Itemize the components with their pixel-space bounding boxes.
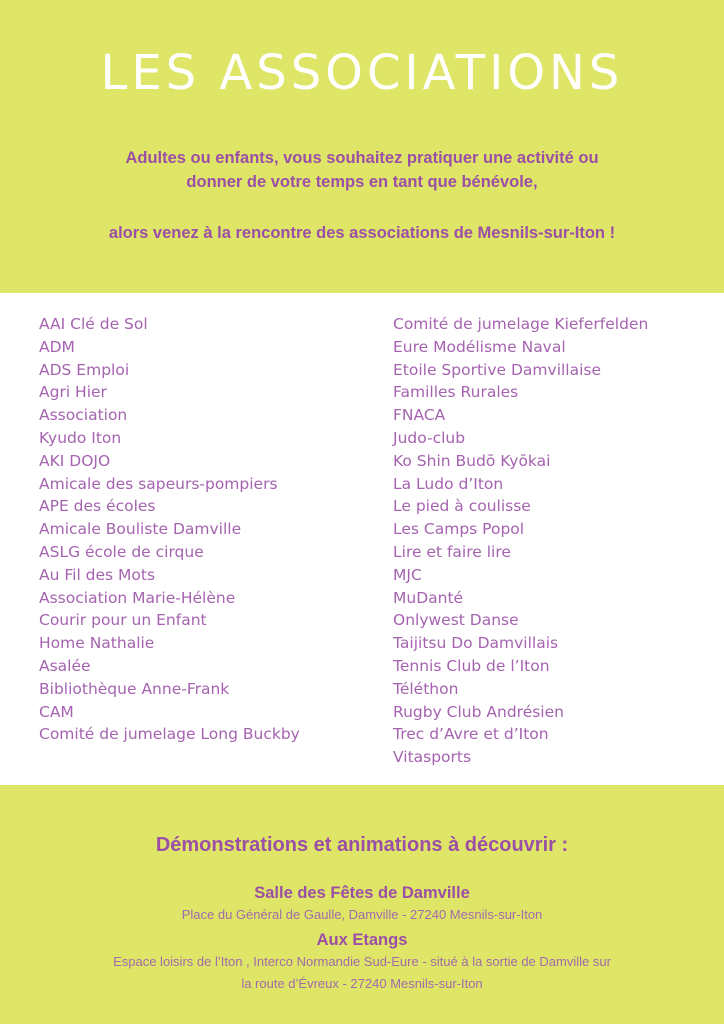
venue-address-line: la route d’Évreux - 27240 Mesnils-sur-Iton bbox=[241, 976, 483, 991]
association-item: Agri Hier bbox=[39, 383, 107, 402]
association-item: Lire et faire lire bbox=[393, 542, 511, 561]
association-item: ADS Emploi bbox=[39, 360, 130, 379]
association-item: ASLG école de cirque bbox=[39, 542, 204, 561]
events-heading: Démonstrations et animations à découvrir : bbox=[155, 834, 569, 856]
association-item: Kyudo Iton bbox=[39, 428, 122, 447]
association-item: Home Nathalie bbox=[39, 634, 155, 653]
venue-address-line: Espace loisirs de l’Iton , Interco Normandie Sud-Eure - situé à la sortie de Damville sur bbox=[113, 954, 611, 969]
association-item: Onlywest Danse bbox=[393, 611, 519, 630]
venue-address bbox=[60, 951, 664, 995]
venue-name: Aux Etangs bbox=[316, 931, 408, 949]
association-item: Trec d’Avre et d’Iton bbox=[393, 725, 549, 744]
events-section bbox=[0, 785, 724, 1024]
venue-name: Salle des Fêtes de Damville bbox=[254, 884, 470, 902]
association-item: MJC bbox=[393, 565, 422, 584]
association-item: Comité de jumelage Long Buckby bbox=[39, 725, 300, 744]
association-item: APE des écoles bbox=[39, 497, 156, 516]
association-item: AKI DOJO bbox=[39, 451, 111, 470]
associations-section bbox=[0, 293, 724, 785]
intro-line: donner de votre temps en tant que bénévole, bbox=[186, 173, 538, 191]
association-item: Taijitsu Do Damvillais bbox=[393, 634, 559, 653]
associations-list-right bbox=[393, 313, 648, 769]
association-item: CAM bbox=[39, 702, 74, 721]
association-item: Judo-club bbox=[393, 428, 466, 447]
association-item: FNACA bbox=[393, 406, 446, 425]
association-item: MuDanté bbox=[393, 588, 464, 607]
association-item: Les Camps Popol bbox=[393, 520, 525, 539]
association-item: Comité de jumelage Kieferfelden bbox=[393, 315, 649, 333]
association-item: Vitasports bbox=[393, 748, 472, 767]
venue-address: Place du Général de Gaulle, Damville - 27240 Mesnils-sur-Iton bbox=[181, 907, 543, 922]
association-item: Au Fil des Mots bbox=[39, 565, 156, 584]
association-item: Amicale des sapeurs-pompiers bbox=[39, 474, 278, 493]
header-section bbox=[0, 0, 724, 293]
intro-text bbox=[0, 146, 724, 194]
association-item: Le pied à coulisse bbox=[393, 497, 531, 516]
association-item: Eure Modélisme Naval bbox=[393, 337, 566, 356]
association-item: La Ludo d’Iton bbox=[393, 474, 504, 493]
association-item: AAI Clé de Sol bbox=[39, 315, 148, 333]
association-item: Tennis Club de l’Iton bbox=[393, 656, 550, 675]
association-item: Familles Rurales bbox=[393, 383, 519, 402]
intro-line: Adultes ou enfants, vous souhaitez pratiquer une activité ou bbox=[125, 149, 599, 167]
intro-call-to-action: alors venez à la rencontre des associations de Mesnils-sur-Iton ! bbox=[108, 224, 616, 242]
association-item: Ko Shin Budō Kyōkai bbox=[393, 451, 551, 470]
page-title: LES ASSOCIATIONS bbox=[100, 45, 624, 101]
association-item: Association Marie-Hélène bbox=[39, 588, 236, 607]
association-item: Asalée bbox=[39, 656, 91, 675]
association-item: Association bbox=[39, 406, 128, 425]
association-item: Etoile Sportive Damvillaise bbox=[393, 360, 602, 379]
association-item: Bibliothèque Anne-Frank bbox=[39, 679, 230, 698]
association-item: Courir pour un Enfant bbox=[39, 611, 207, 630]
associations-list-left bbox=[39, 313, 300, 746]
association-item: Rugby Club Andrésien bbox=[393, 702, 564, 721]
association-item: Téléthon bbox=[393, 679, 459, 698]
association-item: ADM bbox=[39, 337, 75, 356]
association-item: Amicale Bouliste Damville bbox=[39, 520, 242, 539]
